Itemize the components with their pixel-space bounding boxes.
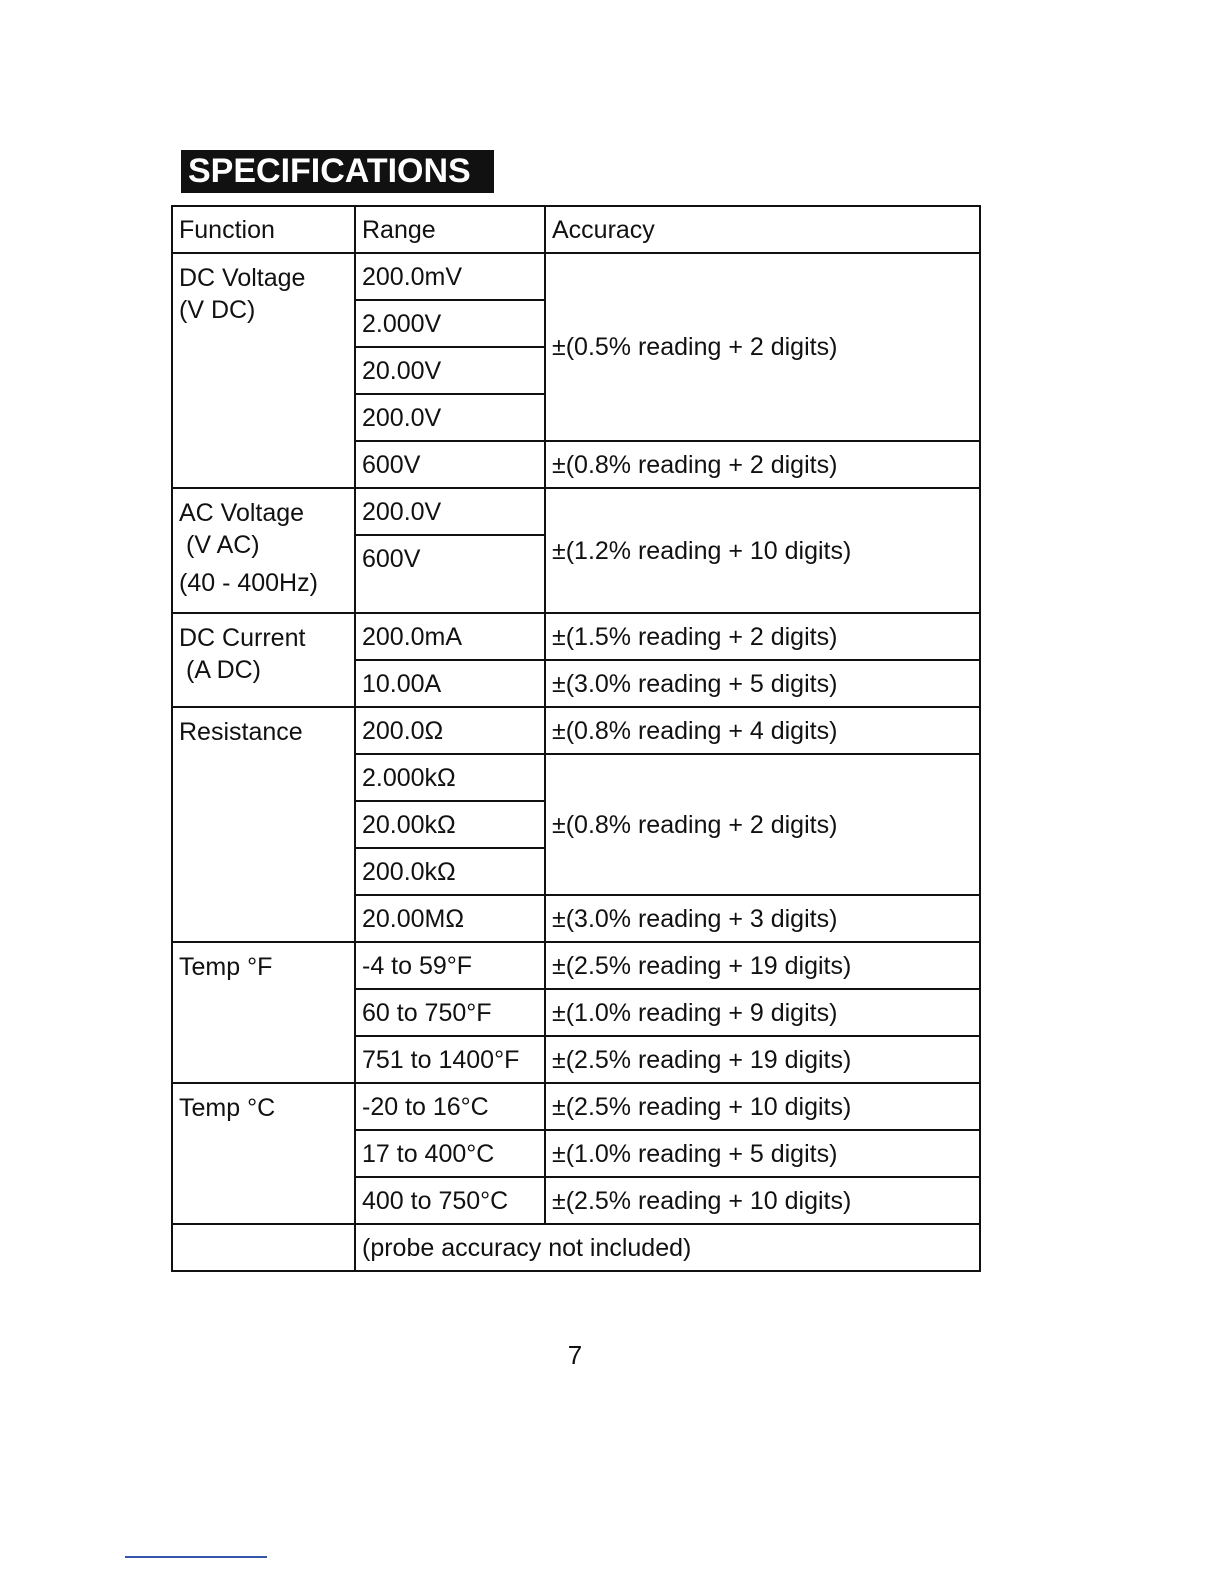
function-label: Resistance <box>179 718 303 746</box>
range-cell: 200.0kΩ <box>355 848 545 895</box>
accuracy-cell: ±(0.8% reading + 2 digits) <box>545 754 980 895</box>
range-cell: 200.0Ω <box>355 707 545 754</box>
range-cell: 10.00A <box>355 660 545 707</box>
function-dc-voltage <box>172 253 355 488</box>
section-heading: SPECIFICATIONS <box>181 150 494 193</box>
header-range: Range <box>355 206 545 253</box>
probe-note: (probe accuracy not included) <box>355 1224 980 1271</box>
range-cell: 200.0V <box>355 488 545 535</box>
function-label: AC Voltage <box>179 499 305 527</box>
accuracy-cell: ±(2.5% reading + 19 digits) <box>545 942 980 989</box>
range-cell: 751 to 1400°F <box>355 1036 545 1083</box>
header-accuracy: Accuracy <box>545 206 980 253</box>
function-sublabel: (V DC) <box>179 296 256 324</box>
table-row <box>172 707 980 754</box>
table-row <box>172 488 980 535</box>
accuracy-cell: ±(1.0% reading + 9 digits) <box>545 989 980 1036</box>
accuracy-cell: ±(2.5% reading + 19 digits) <box>545 1036 980 1083</box>
function-label: DC Current <box>179 624 306 652</box>
function-sublabel: (A DC) <box>186 656 261 684</box>
range-cell: 20.00V <box>355 347 545 394</box>
empty-cell <box>172 1224 355 1271</box>
range-cell: 200.0mV <box>355 253 545 300</box>
table-row <box>172 613 980 660</box>
accuracy-cell: ±(0.8% reading + 2 digits) <box>545 441 980 488</box>
accuracy-cell: ±(2.5% reading + 10 digits) <box>545 1177 980 1224</box>
function-label: DC Voltage <box>179 264 306 292</box>
accuracy-cell: ±(2.5% reading + 10 digits) <box>545 1083 980 1130</box>
range-cell: 2.000V <box>355 300 545 347</box>
function-frequency: (40 - 400Hz) <box>179 569 318 597</box>
table-header-row <box>172 206 980 253</box>
accuracy-cell: ±(3.0% reading + 3 digits) <box>545 895 980 942</box>
accuracy-cell: ±(0.5% reading + 2 digits) <box>545 253 980 441</box>
accuracy-cell: ±(1.0% reading + 5 digits) <box>545 1130 980 1177</box>
range-cell: 17 to 400°C <box>355 1130 545 1177</box>
table-row <box>172 1224 980 1271</box>
range-cell: 20.00MΩ <box>355 895 545 942</box>
table-row <box>172 1083 980 1130</box>
range-cell: -20 to 16°C <box>355 1083 545 1130</box>
function-dc-current <box>172 613 355 707</box>
range-cell: 200.0V <box>355 394 545 441</box>
accuracy-cell: ±(0.8% reading + 4 digits) <box>545 707 980 754</box>
header-function: Function <box>172 206 355 253</box>
page-number: 7 <box>567 1340 583 1370</box>
accuracy-cell: ±(1.5% reading + 2 digits) <box>545 613 980 660</box>
table-row <box>172 253 980 300</box>
function-label: Temp °F <box>179 953 273 981</box>
table-row <box>172 942 980 989</box>
range-cell: 60 to 750°F <box>355 989 545 1036</box>
function-ac-voltage <box>172 488 355 613</box>
range-cell: 200.0mA <box>355 613 545 660</box>
range-cell: 600V <box>355 441 545 488</box>
function-resistance <box>172 707 355 942</box>
accuracy-cell: ±(1.2% reading + 10 digits) <box>545 488 980 613</box>
accuracy-cell: ±(3.0% reading + 5 digits) <box>545 660 980 707</box>
footer-divider <box>125 1556 267 1558</box>
function-temp-c <box>172 1083 355 1224</box>
function-sublabel: (V AC) <box>186 531 260 559</box>
range-cell: -4 to 59°F <box>355 942 545 989</box>
range-cell: 400 to 750°C <box>355 1177 545 1224</box>
function-temp-f <box>172 942 355 1083</box>
range-cell: 20.00kΩ <box>355 801 545 848</box>
range-cell: 2.000kΩ <box>355 754 545 801</box>
function-label: Temp °C <box>179 1094 276 1122</box>
range-cell: 600V <box>355 535 545 613</box>
specifications-table <box>171 205 981 1272</box>
